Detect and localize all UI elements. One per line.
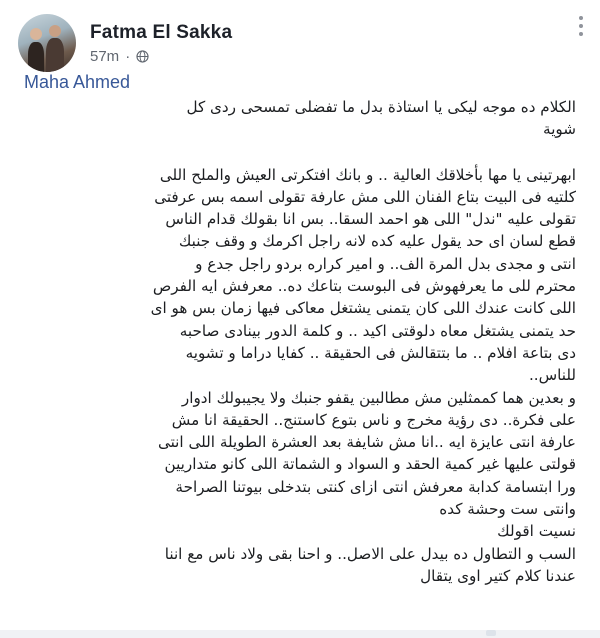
post-header [18, 14, 232, 72]
post-time[interactable]: 57m [90, 47, 120, 65]
separator: · [125, 47, 131, 65]
timestamp-row [90, 48, 232, 65]
globe-icon [136, 50, 149, 63]
footer-strip [0, 630, 600, 638]
more-options-icon[interactable] [570, 16, 592, 36]
post-paragraph: الكلام ده موجه ليكى يا استاذة بدل ما تفضلى تمسحى ردى كل شوية [186, 98, 576, 139]
author-name[interactable]: Fatma El Sakka [90, 21, 233, 43]
post-paragraph: ابهرتينى يا مها بأخلاقك العالية .. و بانك افتكرتى العيش والملح اللى كلتيه فى البيت بتاع الفنان اللى مش عارفة تقولى اسمه بس عرفتى تقولى عليه "ندل" اللى هو احمد السقا.. بس انا بقولك قدام الناس قطع لسان اى حد يقول عليه كده لانه راجل اكرمك و وقف جنبك انتى و مجدى بدل المرة الف.. و امير كراره بردو راجل جدع و محترم للى ما يعرفهوش فى البوست بتاعك ده.. معرفش ايه الفرص اللى كانت عندك اللى كان يتمنى يشتغل معاكى فيها زمان بس هو اى حد يتمنى يشتغل معاه دلوقتى اكيد .. و كلمة الدور بينادى صاحبه دى بتاعة افلام .. ما بتتقالش فى الحقيقة .. كفايا دراما و تشويه للناس.. [150, 165, 576, 385]
post-meta [90, 22, 232, 65]
reaction-icon [486, 630, 496, 636]
post-paragraph: و بعدين هما كممثلين مش مطالبين يقفو جنبك ولا يجيبولك ادوار على فكرة.. دى رؤية مخرج و ناس بتوع كاستنج.. الحقيقة انا مش عارفة انتى عايزة ايه ..انا مش شايفة بعد العشرة الطويلة اللى انتى قولتى عليها غير كمية الحقد و السواد و الشماتة اللى كانو متداريين ورا ابتسامة كدابة معرفش انتى ازاى كنتى بتدخلى بيوتنا الصراحة وانتى ست وحشة كده نسيت اقولك السب و التطاول ده بيدل على الاصل.. و احنا بقى ولاد ناس مع اننا عندنا كلام كتير اوى يتقال [157, 388, 576, 585]
avatar[interactable] [18, 14, 76, 72]
post-body [20, 96, 576, 587]
mention-link[interactable]: Maha Ahmed [24, 72, 131, 92]
